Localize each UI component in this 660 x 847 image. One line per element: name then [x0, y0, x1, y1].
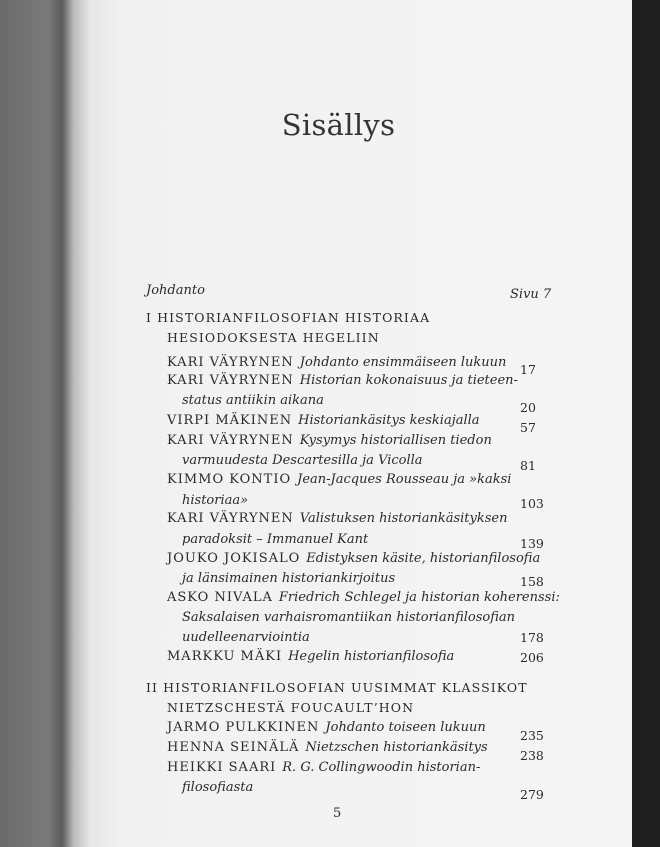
toc-entry-line	[182, 630, 310, 645]
page-edge-shadow	[632, 0, 660, 847]
entry-page-number: 139	[520, 536, 544, 551]
toc-entry-line	[182, 393, 324, 408]
entry-author: KARI VÄYRYNEN	[167, 511, 294, 526]
entry-title: Kysymys historiallisen tiedon	[299, 433, 492, 448]
entry-title: Historiankäsitys keskiajalla	[298, 413, 480, 428]
page-column-label: Sivu 7	[510, 287, 552, 302]
entry-page-number: 235	[520, 728, 544, 743]
entry-title: Johdanto toiseen lukuun	[325, 720, 486, 735]
intro-entry: Johdanto	[146, 283, 205, 298]
toc-entry-line	[167, 590, 560, 605]
toc-entry-line	[182, 532, 368, 547]
toc-entry-line	[167, 551, 540, 566]
toc-entry-line	[167, 649, 454, 664]
entry-title: Friedrich Schlegel ja historian koherenssi:	[278, 590, 560, 605]
entry-title: R. G. Collingwoodin historian-	[282, 760, 481, 775]
entry-title: Hegelin historianfilosofia	[288, 649, 455, 664]
section-heading: HESIODOKSESTA HEGELIIN	[167, 330, 380, 345]
entry-title: Historian kokonaisuus ja tieteen-	[299, 373, 518, 388]
entry-author: KARI VÄYRYNEN	[167, 373, 294, 388]
entry-author: ASKO NIVALA	[167, 590, 273, 605]
toc-entry-line	[182, 780, 253, 795]
section-heading: NIETZSCHESTÄ FOUCAULT’HON	[167, 700, 415, 715]
toc-entry-line	[167, 720, 486, 735]
toc-entry-line	[182, 493, 248, 508]
entry-page-number: 57	[520, 420, 536, 435]
entry-title: status antiikin aikana	[182, 393, 324, 408]
entry-title: varmuudesta Descartesilla ja Vicolla	[182, 453, 423, 468]
entry-page-number: 238	[520, 748, 544, 763]
entry-title: Johdanto ensimmäiseen lukuun	[299, 355, 507, 370]
entry-author: KARI VÄYRYNEN	[167, 433, 294, 448]
entry-author: JOUKO JOKISALO	[167, 551, 301, 566]
toc-entry-line	[167, 760, 480, 775]
entry-author: MARKKU MÄKI	[167, 649, 283, 664]
toc-entry-line	[167, 413, 480, 428]
entry-author: HEIKKI SAARI	[167, 760, 277, 775]
toc-entry-line	[182, 453, 423, 468]
entry-title: filosofiasta	[182, 780, 254, 795]
entry-author: VIRPI MÄKINEN	[167, 413, 293, 428]
entry-author: KIMMO KONTIO	[167, 472, 292, 487]
entry-page-number: 279	[520, 787, 544, 802]
toc-entry-line	[167, 511, 507, 526]
entry-page-number: 81	[520, 458, 536, 473]
entry-title: Valistuksen historiankäsityksen	[299, 511, 508, 526]
toc-entry-line	[182, 610, 515, 625]
entry-page-number: 206	[520, 650, 544, 665]
entry-page-number: 178	[520, 630, 544, 645]
page-title: Sisällys	[281, 108, 396, 142]
toc-entry-line	[167, 373, 518, 388]
entry-page-number: 158	[520, 574, 544, 589]
entry-title: Edistyksen käsite, historianfilosofia	[306, 551, 541, 566]
entry-page-number: 103	[520, 496, 544, 511]
section-heading: II HISTORIANFILOSOFIAN UUSIMMAT KLASSIKOT	[146, 680, 528, 695]
toc-entry-line	[182, 571, 395, 586]
entry-title: uudelleenarviointia	[182, 630, 310, 645]
entry-title: Jean-Jacques Rousseau ja »kaksi	[297, 472, 512, 487]
page-number: 5	[333, 806, 342, 821]
entry-title: historiaa»	[182, 493, 249, 508]
entry-title: Saksalaisen varhaisromantiikan historianfilosofian	[182, 610, 516, 625]
entry-title: paradoksit – Immanuel Kant	[182, 532, 369, 547]
toc-entry-line	[167, 472, 511, 487]
entry-author: HENNA SEINÄLÄ	[167, 740, 300, 755]
toc-entry-line	[167, 355, 506, 370]
entry-page-number: 17	[520, 362, 536, 377]
entry-author: JARMO PULKKINEN	[167, 720, 320, 735]
section-heading: I HISTORIANFILOSOFIAN HISTORIAA	[146, 310, 431, 325]
entry-title: ja länsimainen historiankirjoitus	[182, 571, 396, 586]
entry-page-number: 20	[520, 400, 536, 415]
toc-entry-line	[167, 433, 492, 448]
entry-title: Nietzschen historiankäsitys	[305, 740, 488, 755]
entry-author: KARI VÄYRYNEN	[167, 355, 294, 370]
toc-entry-line	[167, 740, 488, 755]
